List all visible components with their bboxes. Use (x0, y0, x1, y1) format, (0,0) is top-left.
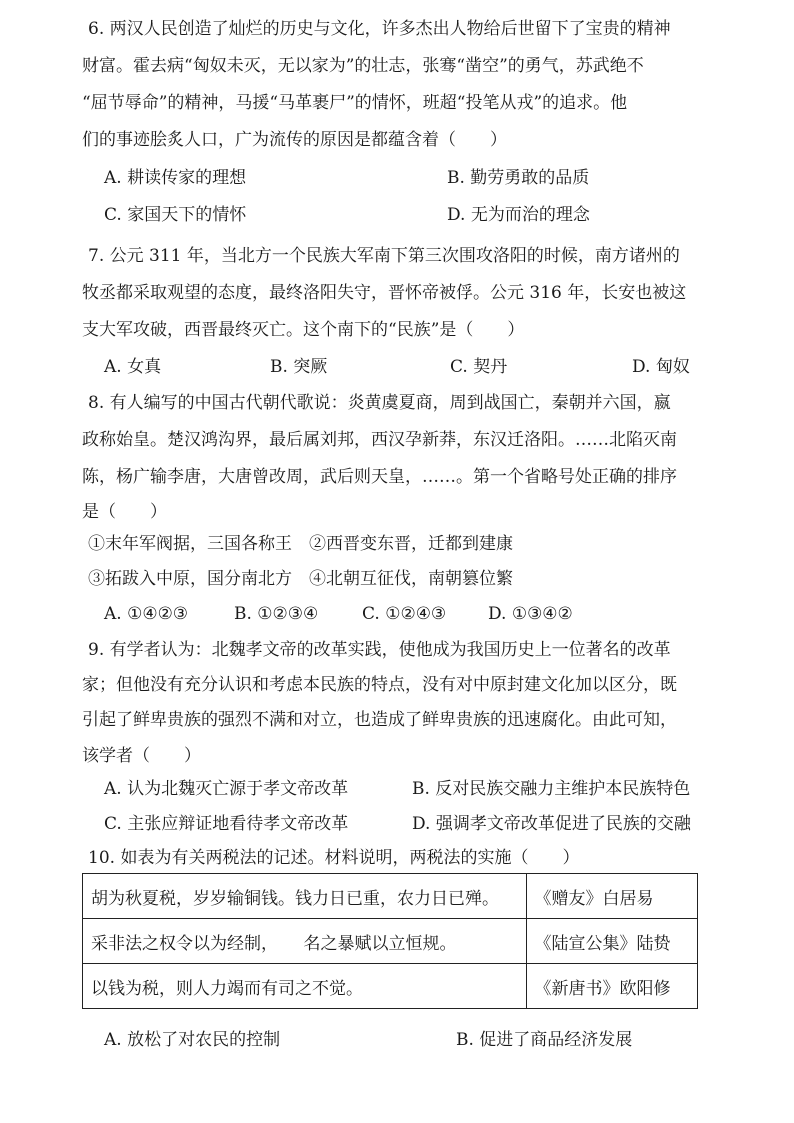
q7-line-1: 7. 公元 311 年，当北方一个民族大军南下第三次围攻洛阳的时候，南方诸州的 (88, 246, 680, 266)
q6-line-4: 们的事迹脍炙人口，广为流传的原因是都蕴含着（ ） (82, 130, 507, 150)
table-cell-quote: 以钱为税，则人力竭而有司之不觉。 (83, 964, 527, 1009)
q6-line-1: 6. 两汉人民创造了灿烂的历史与文化，许多杰出人物给后世留下了宝贵的精神 (88, 19, 671, 39)
q7-line-2: 牧丞都采取观望的态度，最终洛阳失守，晋怀帝被俘。公元 316 年，长安也被这 (82, 283, 687, 303)
q9-line-4: 该学者（ ） (82, 746, 201, 766)
q10-option-a[interactable]: A. 放松了对农民的控制 (104, 1030, 281, 1050)
q10-source-table (82, 873, 698, 1009)
q6-option-a[interactable]: A. 耕读传家的理想 (104, 168, 247, 188)
q6-option-c[interactable]: C. 家国天下的情怀 (104, 205, 247, 225)
q9-option-d[interactable]: D. 强调孝文帝改革促进了民族的交融 (412, 814, 691, 834)
q8-line-1: 8. 有人编写的中国古代朝代歌说：炎黄虞夏商，周到战国亡，秦朝并六国，嬴 (88, 393, 671, 413)
q7-line-3: 支大军攻破，西晋最终灭亡。这个南下的“民族”是（ ） (82, 320, 525, 340)
table-cell-source: 《陆宣公集》陆贽 (526, 919, 698, 964)
q7-option-c[interactable]: C. 契丹 (450, 357, 508, 377)
table-cell-quote: 采非法之权令以为经制， 名之暴赋以立恒规。 (83, 919, 527, 964)
q6-line-3: “屈节辱命”的精神，马援“马革裹尸”的情怀，班超“投笔从戎”的追求。他 (82, 93, 628, 113)
table-row (83, 919, 698, 964)
q9-option-b[interactable]: B. 反对民族交融力主维护本民族特色 (412, 779, 691, 799)
table-cell-source: 《赠友》白居易 (526, 874, 698, 919)
q6-option-d[interactable]: D. 无为而治的理念 (447, 205, 590, 225)
q9-line-3: 引起了鲜卑贵族的强烈不满和对立，也造成了鲜卑贵族的迅速腐化。由此可知， (82, 710, 677, 730)
q6-line-2: 财富。霍去病“匈奴未灭，无以家为”的壮志，张骞“凿空”的勇气，苏武绝不 (82, 56, 644, 76)
q8-item-1-2: ①末年军阀据，三国各称王 ②西晋变东晋，迁都到建康 (88, 534, 513, 554)
q7-option-b[interactable]: B. 突厥 (270, 357, 328, 377)
q8-item-3-4: ③拓跋入中原，国分南北方 ④北朝互征伐，南朝篡位繁 (88, 569, 513, 589)
q9-option-c[interactable]: C. 主张应辩证地看待孝文帝改革 (104, 814, 349, 834)
q10-option-b[interactable]: B. 促进了商品经济发展 (456, 1030, 633, 1050)
q7-option-d[interactable]: D. 匈奴 (632, 357, 690, 377)
q9-line-2: 家；但他没有充分认识和考虑本民族的特点，没有对中原封建文化加以区分，既 (82, 675, 677, 695)
q6-option-b[interactable]: B. 勤劳勇敢的品质 (447, 168, 590, 188)
q10-stem: 10. 如表为有关两税法的记述。材料说明，两税法的实施（ ） (88, 848, 580, 868)
q8-line-2: 政称始皇。楚汉鸿沟界，最后属刘邦，西汉孕新莽，东汉迁洛阳。……北陷灭南 (82, 430, 677, 450)
q9-line-1: 9. 有学者认为：北魏孝文帝的改革实践，使他成为我国历史上一位著名的改革 (88, 640, 671, 660)
q8-line-3: 陈，杨广输李唐，大唐曾改周，武后则天皇，……。第一个省略号处正确的排序 (82, 467, 677, 487)
table-row (83, 964, 698, 1009)
q8-option-d[interactable]: D. ①③④② (488, 604, 573, 624)
table-cell-quote: 胡为秋夏税，岁岁输铜钱。钱力日已重，农力日已殚。 (83, 874, 527, 919)
q8-option-c[interactable]: C. ①②④③ (362, 604, 447, 624)
q8-line-4: 是（ ） (82, 502, 167, 522)
table-cell-source: 《新唐书》欧阳修 (526, 964, 698, 1009)
q8-option-b[interactable]: B. ①②③④ (234, 604, 319, 624)
q8-option-a[interactable]: A. ①④②③ (104, 604, 189, 624)
q7-option-a[interactable]: A. 女真 (104, 357, 162, 377)
table-row (83, 874, 698, 919)
q9-option-a[interactable]: A. 认为北魏灭亡源于孝文帝改革 (104, 779, 349, 799)
